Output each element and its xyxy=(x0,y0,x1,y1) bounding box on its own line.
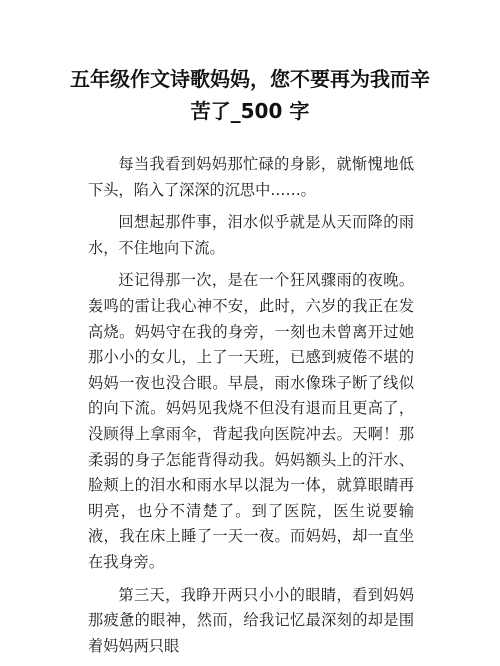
article-title: 五年级作文诗歌妈妈，您不要再为我而辛苦了_500 字 xyxy=(70,67,430,123)
paragraph-2: 回想起那件事，泪水似乎就是从天而降的雨水，不住地向下流。 xyxy=(88,213,414,257)
paragraph-4: 第三天，我睁开两只小小的眼睛，看到妈妈那疲惫的眼神，然而，给我记忆最深刻的却是围着妈妈两只眼 xyxy=(88,585,414,655)
paragraph-1: 每当我看到妈妈那忙碌的身影，就惭愧地低下头，陷入了深深的沉思中……。 xyxy=(88,155,414,199)
article-body xyxy=(88,152,414,666)
paragraph-3: 还记得那一次，是在一个狂风骤雨的夜晚。轰鸣的雷让我心神不安，此时，六岁的我正在发高烧。妈妈守在我的身旁，一刻也未曾离开过她那小小的女儿，上了一天班，已感到疲倦不堪的妈妈一夜也没合眼。早晨，雨水像珠子断了线似的向下流。妈妈见我烧不但没有退而且更高了，没顾得上拿雨伞，背起我向医院冲去。天啊！那柔弱的身子怎能背得动我。妈妈额头上的汗水、脸颊上的泪水和雨水早以混为一体，就算眼睛再明亮，也分不清楚了。到了医院，医生说要输液，我在床上睡了一天一夜。而妈妈，却一直坐在我身旁。 xyxy=(88,271,414,571)
